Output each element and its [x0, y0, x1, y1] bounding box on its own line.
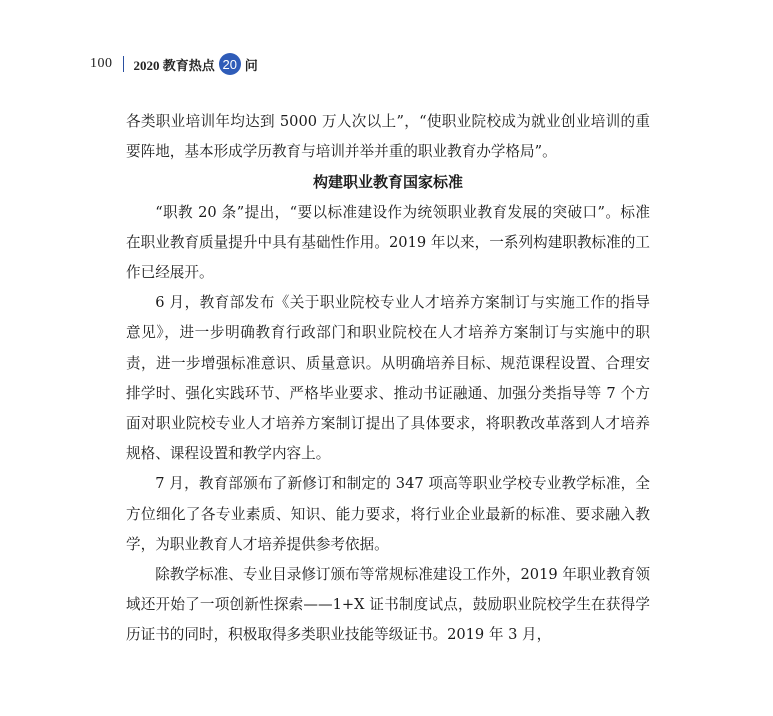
- body-paragraph: 7 月，教育部颁布了新修订和制定的 347 项高等职业学校专业教学标准，全方位细化了各专业素质、知识、能力要求，将行业企业最新的标准、要求融入教学，为职业教育人才培养提供参考依据。: [126, 475, 650, 553]
- running-header: [90, 52, 258, 76]
- series-number-badge: 20: [219, 53, 241, 75]
- body-paragraph: 各类职业培训年均达到 5000 万人次以上”，“使职业院校成为就业创业培训的重要阵地，基本形成学历教育与培训并举并重的职业教育办学格局”。: [126, 113, 650, 161]
- series-title-suffix: 问: [244, 57, 258, 73]
- body-paragraph: 除教学标准、专业目录修订颁布等常规标准建设工作外，2019 年职业教育领域还开始了一项创新性探索——1+X 证书制度试点，鼓励职业院校学生在获得学历证书的同时，积极取得多类职业技能等级证书。2019 年 3 月，: [126, 566, 650, 644]
- header-divider: [123, 56, 124, 72]
- page-body: [126, 107, 650, 651]
- section-heading: 构建职业教育国家标准: [312, 173, 463, 192]
- series-title: 2020 教育热点: [133, 57, 215, 73]
- body-paragraph: “职教 20 条”提出，“要以标准建设作为统领职业教育发展的突破口”。标准在职业教育质量提升中具有基础性作用。2019 年以来，一系列构建职教标准的工作已经展开。: [126, 203, 650, 282]
- page-number: 100: [90, 56, 113, 71]
- body-paragraph: 6 月，教育部发布《关于职业院校专业人才培养方案制订与实施工作的指导意见》，进一步明确教育行政部门和职业院校在人才培养方案制订与实施中的职责，进一步增强标准意识、质量意识。从明确培养目标、规范课程设置、合理安排学时、强化实践环节、严格毕业要求、推动书证融通、加强分类指导等 7 个方面对职业院校专业人才培养方案制订提出了具体要求，将职教改革落到人才培养规格、课程设置和教学内容上。: [126, 294, 650, 463]
